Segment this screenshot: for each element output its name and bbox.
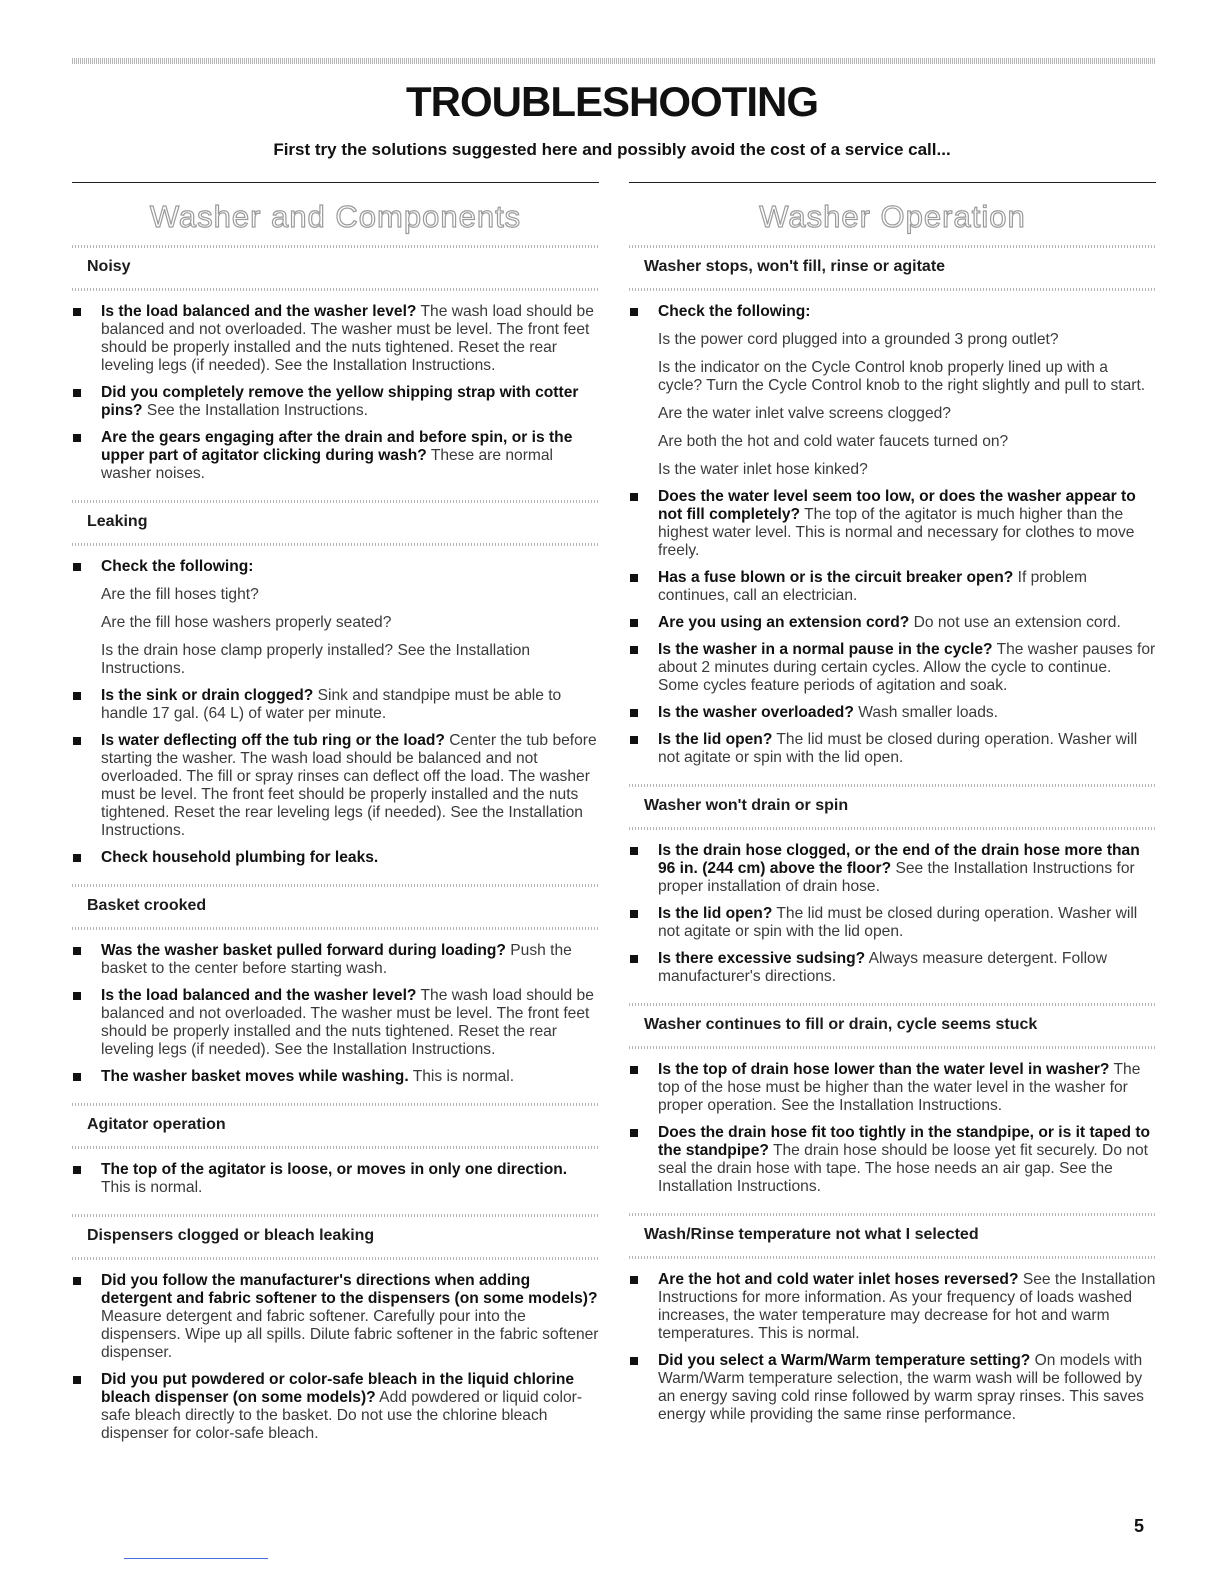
list-item — [72, 303, 599, 375]
answer-text: This is normal. — [101, 1179, 203, 1196]
troubleshooting-section — [629, 245, 1156, 784]
square-bullet-icon — [630, 619, 638, 627]
list-item — [629, 842, 1156, 896]
question-text: Are you using an extension cord? — [658, 614, 910, 631]
square-bullet-icon — [73, 854, 81, 862]
question-text: Is the load balanced and the washer level? — [101, 987, 417, 1004]
section-heading: Noisy — [72, 245, 599, 291]
list-item — [629, 614, 1156, 632]
square-bullet-icon — [73, 1277, 81, 1285]
square-bullet-icon — [630, 736, 638, 744]
answer-text: These are normal washer noises. — [101, 447, 554, 482]
troubleshooting-section — [629, 1003, 1156, 1213]
question-text: Did you select a Warm/Warm temperature setting? — [658, 1352, 1031, 1369]
answer-text: The top of the hose must be higher than the water level in the washer for proper operation. See the Installation Instructions. — [658, 1061, 1141, 1114]
question-text: Is the top of drain hose lower than the water level in washer? — [658, 1061, 1110, 1078]
answer-text: See the Installation Instructions for proper installation of drain hose. — [658, 860, 1135, 895]
question-text: Did you put powdered or color-safe bleach in the liquid chlorine bleach dispenser (on some models)? — [101, 1371, 575, 1406]
square-bullet-icon — [630, 847, 638, 855]
square-bullet-icon — [73, 1166, 81, 1174]
section-heading: Wash/Rinse temperature not what I selected — [629, 1213, 1156, 1259]
page-title: TROUBLESHOOTING — [406, 78, 818, 125]
square-bullet-icon — [73, 692, 81, 700]
check-item: Are the water inlet valve screens clogged? — [658, 405, 951, 422]
left-column — [72, 182, 599, 1460]
question-text: Is the drain hose clogged, or the end of the drain hose more than 96 in. (244 cm) above the floor? — [658, 842, 1140, 877]
answer-text: The wash load should be balanced and not overloaded. The washer must be level. The front feet should be properly installed and the nuts tightened. Reset the rear leveling legs (if needed). See the Installation Instructions. — [101, 987, 594, 1058]
check-item: Is the drain hose clamp properly installed? See the Installation Instructions. — [101, 642, 531, 677]
question-text: Are the gears engaging after the drain and before spin, or is the upper part of agitator clicking during wash? — [101, 429, 573, 464]
question-text: Check the following: — [101, 558, 254, 575]
list-item — [629, 1271, 1156, 1343]
section-heading: Agitator operation — [72, 1103, 599, 1149]
square-bullet-icon — [630, 493, 638, 501]
page-subtitle: First try the solutions suggested here and possibly avoid the cost of a service call... — [273, 140, 951, 159]
list-item — [629, 731, 1156, 767]
list-item — [72, 558, 599, 678]
square-bullet-icon — [630, 1066, 638, 1074]
column-heading: Washer Operation — [759, 199, 1026, 234]
square-bullet-icon — [630, 1357, 638, 1365]
troubleshooting-section — [72, 500, 599, 884]
question-text: Is water deflecting off the tub ring or the load? — [101, 732, 445, 749]
question-text: Check household plumbing for leaks. — [101, 849, 379, 866]
answer-text: The lid must be closed during operation. Washer will not agitate or spin with the lid open. — [658, 905, 1138, 940]
item-list — [72, 291, 599, 500]
list-item — [629, 1061, 1156, 1115]
question-text: Has a fuse blown or is the circuit breaker open? — [658, 569, 1014, 586]
square-bullet-icon — [73, 992, 81, 1000]
troubleshooting-section — [72, 884, 599, 1103]
question-text: Is the load balanced and the washer level? — [101, 303, 417, 320]
check-item: Is the water inlet hose kinked? — [658, 461, 868, 478]
section-heading: Dispensers clogged or bleach leaking — [72, 1214, 599, 1260]
list-item — [72, 1272, 599, 1362]
question-text: Did you follow the manufacturer's directions when adding detergent and fabric softener to the dispensers (on some models)? — [101, 1272, 598, 1307]
item-list — [72, 1260, 599, 1460]
list-item — [629, 569, 1156, 605]
answer-text: Measure detergent and fabric softener. Carefully pour into the dispensers. Wipe up all spills. Dilute fabric softener in the fabric softener dispenser. — [101, 1308, 599, 1361]
list-item — [72, 987, 599, 1059]
answer-text: This is normal. — [408, 1068, 515, 1085]
list-item — [629, 1124, 1156, 1196]
square-bullet-icon — [630, 955, 638, 963]
answer-text: The top of the agitator is much higher than the highest water level. This is normal and necessary for clothes to move freely. — [658, 506, 1135, 559]
question-text: The washer basket moves while washing. — [101, 1068, 409, 1085]
square-bullet-icon — [630, 646, 638, 654]
question-text: Is the washer overloaded? — [658, 704, 854, 721]
section-heading: Basket crooked — [72, 884, 599, 930]
section-heading: Washer won't drain or spin — [629, 784, 1156, 830]
square-bullet-icon — [73, 308, 81, 316]
answer-text: The drain hose should be loose yet fit securely. Do not seal the drain hose with tape. The hose needs an air gap. See the Installation Instructions. — [658, 1142, 1148, 1195]
square-bullet-icon — [630, 574, 638, 582]
square-bullet-icon — [73, 1073, 81, 1081]
question-text: Did you completely remove the yellow shipping strap with cotter pins? — [101, 384, 579, 419]
list-item — [629, 303, 1156, 479]
square-bullet-icon — [630, 1129, 638, 1137]
question-text: Is there excessive sudsing? — [658, 950, 866, 967]
troubleshooting-section — [72, 1103, 599, 1214]
square-bullet-icon — [630, 308, 638, 316]
item-list — [72, 546, 599, 884]
list-item — [629, 704, 1156, 722]
question-text: Was the washer basket pulled forward during loading? — [101, 942, 506, 959]
answer-text: The wash load should be balanced and not overloaded. The washer must be level. The front feet should be properly installed and the nuts tightened. Reset the rear leveling legs (if needed). See the Installation Instructions. — [101, 303, 594, 374]
list-item — [629, 905, 1156, 941]
square-bullet-icon — [73, 947, 81, 955]
item-list — [72, 930, 599, 1103]
list-item — [72, 687, 599, 723]
list-item — [629, 1352, 1156, 1424]
answer-text: On models with Warm/Warm temperature selection, the warm wash will be followed by an energy saving cold rinse followed by warm spray rinses. This saves energy while providing the same rinse performance. — [658, 1352, 1144, 1423]
right-column — [629, 182, 1156, 1441]
list-item — [629, 641, 1156, 695]
section-heading: Washer stops, won't fill, rinse or agitate — [629, 245, 1156, 291]
answer-text: The washer pauses for about 2 minutes during certain cycles. Allow the cycle to continue. Some cycles feature periods of agitation and soak. — [658, 641, 1156, 694]
answer-text: Add powdered or liquid color-safe bleach directly to the basket. Do not use the chlorine bleach dispenser for color-safe bleach. — [101, 1389, 583, 1442]
list-item — [629, 488, 1156, 560]
item-list — [629, 291, 1156, 784]
list-item — [72, 1068, 599, 1086]
list-item — [72, 429, 599, 483]
section-heading: Washer continues to fill or drain, cycle seems stuck — [629, 1003, 1156, 1049]
question-text: Is the washer in a normal pause in the cycle? — [658, 641, 993, 658]
answer-text: Always measure detergent. Follow manufacturer's directions. — [658, 950, 1107, 985]
question-text: Does the water level seem too low, or does the washer appear to not fill completely? — [658, 488, 1136, 523]
answer-text: Sink and standpipe must be able to handle 17 gal. (64 L) of water per minute. — [101, 687, 562, 722]
check-item: Are the fill hoses tight? — [101, 586, 259, 603]
section-list — [72, 245, 599, 1460]
troubleshooting-section — [72, 1214, 599, 1460]
square-bullet-icon — [630, 1276, 638, 1284]
question-text: Check the following: — [658, 303, 811, 320]
square-bullet-icon — [73, 434, 81, 442]
item-list — [72, 1149, 599, 1214]
item-list — [629, 830, 1156, 1003]
troubleshooting-section — [629, 784, 1156, 1003]
list-item — [72, 1371, 599, 1443]
list-item — [629, 950, 1156, 986]
check-item: Is the power cord plugged into a grounded 3 prong outlet? — [658, 331, 1059, 348]
top-decorative-rule — [72, 58, 1156, 64]
answer-text: Wash smaller loads. — [853, 704, 999, 721]
question-text: Is the lid open? — [658, 731, 773, 748]
check-item: Is the indicator on the Cycle Control knob properly lined up with a cycle? Turn the Cycle Control knob to the right slightly and pull to start. — [658, 359, 1146, 394]
answer-text: If problem continues, call an electrician. — [658, 569, 1087, 604]
footer-line — [124, 1558, 268, 1559]
square-bullet-icon — [73, 1376, 81, 1384]
item-list — [629, 1259, 1156, 1441]
answer-text: Push the basket to the center before starting wash. — [101, 942, 572, 977]
question-text: Is the sink or drain clogged? — [101, 687, 314, 704]
answer-text: See the Installation Instructions. — [142, 402, 368, 419]
question-text: Is the lid open? — [658, 905, 773, 922]
square-bullet-icon — [630, 709, 638, 717]
answer-text: The lid must be closed during operation. Washer will not agitate or spin with the lid open. — [658, 731, 1138, 766]
list-item — [72, 384, 599, 420]
page-number: 5 — [1134, 1516, 1145, 1536]
section-list — [629, 245, 1156, 1441]
troubleshooting-section — [629, 1213, 1156, 1441]
answer-text: Center the tub before starting the washer. The wash load should be balanced and not overloaded. The fill or spray rinses can deflect off the load. The washer must be level. The front feet should be properly installed and the nuts tightened. Reset the rear leveling legs (if needed). See the Installation Instructions. — [101, 732, 597, 839]
column-rule — [629, 182, 1156, 183]
item-list — [629, 1049, 1156, 1213]
answer-text: Do not use an extension cord. — [909, 614, 1121, 631]
column-heading: Washer and Components — [149, 199, 522, 234]
list-item — [72, 1161, 599, 1197]
question-text: Does the drain hose fit too tightly in the standpipe, or is it taped to the standpipe? — [658, 1124, 1151, 1159]
check-item: Are the fill hose washers properly seated? — [101, 614, 392, 631]
square-bullet-icon — [73, 563, 81, 571]
answer-text: See the Installation Instructions for more information. As your frequency of loads washed increases, the water temperature may decrease for hot and warm temperatures. This is normal. — [658, 1271, 1156, 1342]
list-item — [72, 849, 599, 867]
square-bullet-icon — [73, 389, 81, 397]
troubleshooting-section — [72, 245, 599, 500]
square-bullet-icon — [73, 737, 81, 745]
list-item — [72, 942, 599, 978]
list-item — [72, 732, 599, 840]
square-bullet-icon — [630, 910, 638, 918]
column-rule — [72, 182, 599, 183]
check-item: Are both the hot and cold water faucets turned on? — [658, 433, 1009, 450]
question-text: Are the hot and cold water inlet hoses reversed? — [658, 1271, 1019, 1288]
question-text: The top of the agitator is loose, or moves in only one direction. — [101, 1161, 568, 1178]
section-heading: Leaking — [72, 500, 599, 546]
